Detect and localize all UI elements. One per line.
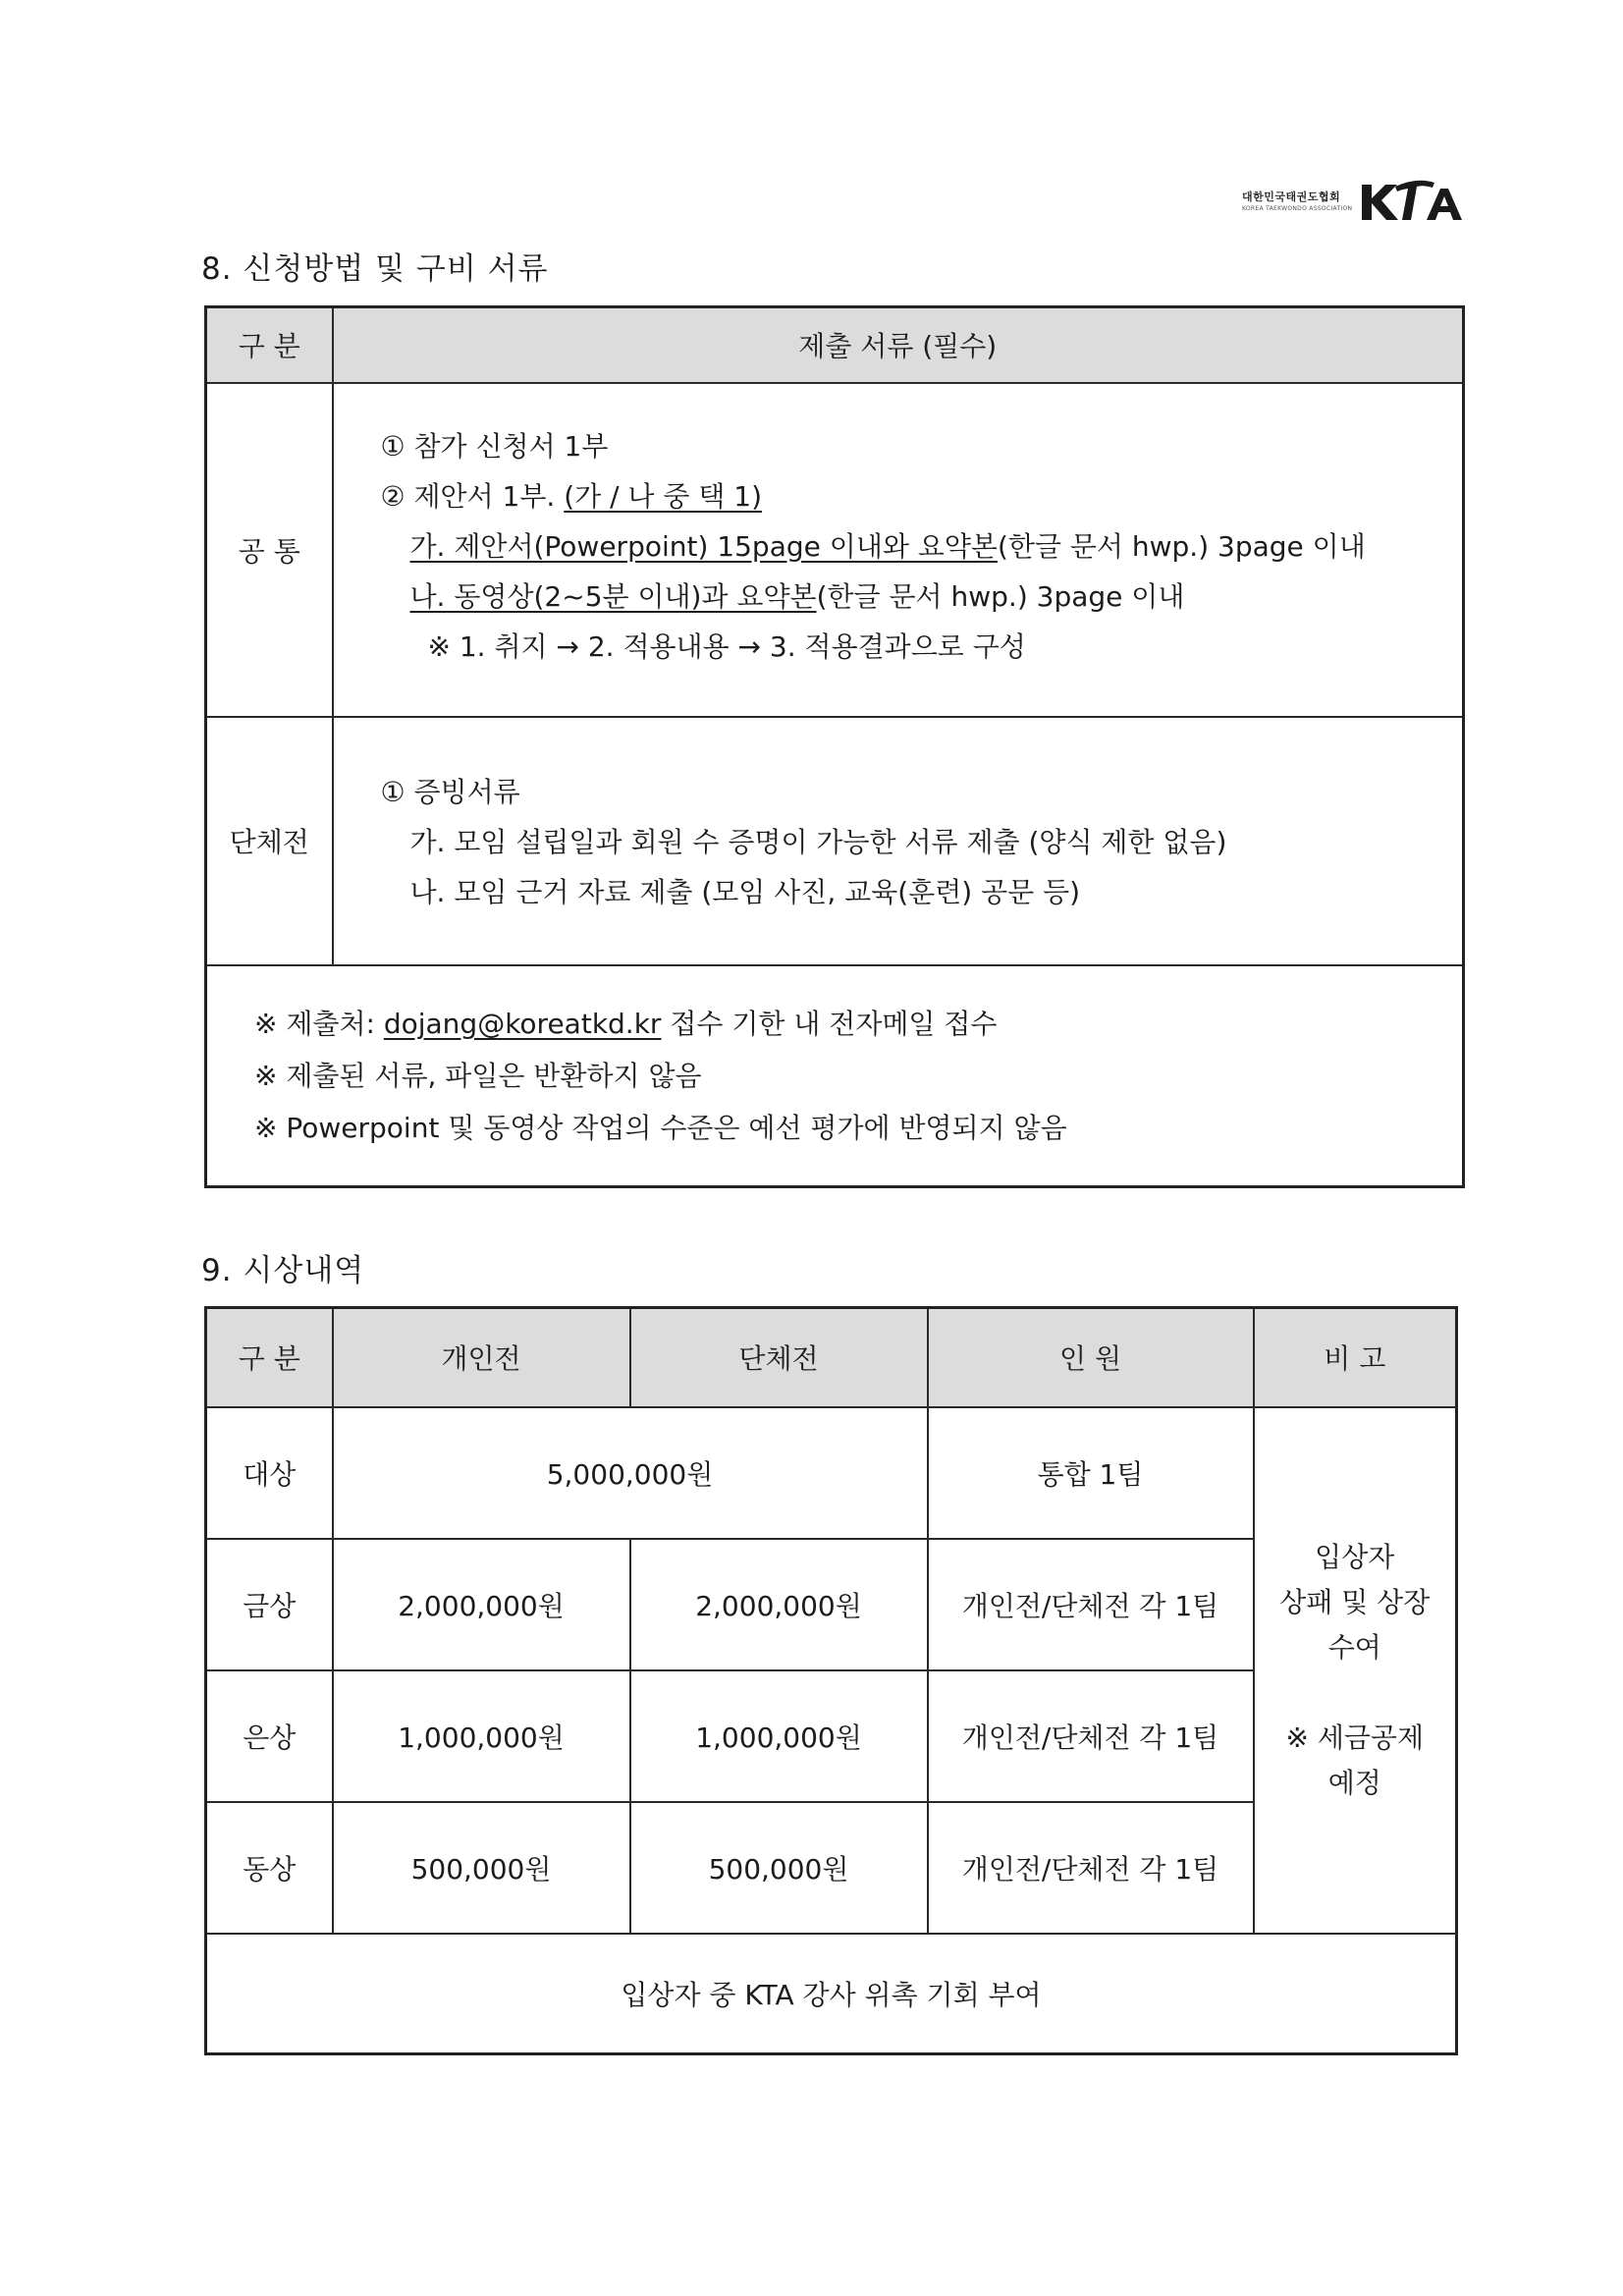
section-9-title: 9. 시상내역 — [201, 1253, 365, 1288]
award-count: 개인전/단체전 각 1팀 — [928, 1802, 1254, 1934]
award-row-grand — [206, 1407, 1457, 1539]
award-count: 개인전/단체전 각 1팀 — [928, 1539, 1254, 1670]
section-8-title: 8. 신청방법 및 구비 서류 — [201, 251, 549, 287]
award-amount-team: 1,000,000원 — [630, 1670, 928, 1802]
award-label: 금상 — [206, 1539, 333, 1670]
header-category: 구 분 — [206, 1308, 333, 1407]
list-item — [381, 521, 1463, 572]
submission-notes — [206, 965, 1464, 1187]
award-amount-individual: 1,000,000원 — [333, 1670, 630, 1802]
remark-line: 수여 — [1327, 1630, 1381, 1664]
award-amount-individual: 500,000원 — [333, 1802, 630, 1934]
proposal-text: ② 제안서 1부. — [380, 479, 565, 513]
header-count: 인 원 — [928, 1308, 1254, 1407]
logo-text — [1242, 189, 1360, 212]
award-label: 동상 — [206, 1802, 333, 1934]
award-label: 은상 — [206, 1670, 333, 1802]
header-category: 구 분 — [206, 307, 333, 383]
list-item — [381, 572, 1463, 622]
logo-english-name: KOREA TAEKWONDO ASSOCIATION — [1242, 205, 1353, 212]
table-row-notes — [206, 965, 1464, 1187]
table-row-common — [206, 383, 1464, 717]
award-count: 통합 1팀 — [928, 1407, 1254, 1539]
note-no-return: ※ 제출된 서류, 파일은 반환하지 않음 — [254, 1059, 702, 1092]
option-ga-suffix: (한글 문서 hwp.) 3page 이내 — [997, 529, 1366, 563]
choice-note: (가 / 나 중 택 1) — [564, 479, 763, 513]
option-ga: 가. 제안서(Powerpoint) 15page 이내와 요약본 — [409, 529, 998, 563]
option-na: 나. 동영상(2~5분 이내)과 요약본 — [409, 579, 817, 613]
list-item: ※ 1. 취지 → 2. 적용내용 → 3. 적용결과으로 구성 — [427, 629, 1026, 663]
common-documents — [333, 383, 1464, 717]
row-label-team: 단체전 — [206, 717, 333, 965]
awards-table — [204, 1306, 1458, 2055]
header-documents: 제출 서류 (필수) — [333, 307, 1464, 383]
kta-logo-mark-icon — [1358, 175, 1466, 226]
award-amount-team: 500,000원 — [630, 1802, 928, 1934]
option-na-suffix: (한글 문서 hwp.) 3page 이내 — [816, 579, 1185, 613]
list-item — [381, 471, 1463, 521]
submission-table — [204, 305, 1465, 1188]
list-item: ① 증빙서류 — [380, 775, 520, 808]
award-row-footer — [206, 1934, 1457, 2054]
kta-logo — [1242, 175, 1466, 226]
row-label-common: 공 통 — [206, 383, 333, 717]
email-link[interactable]: dojang@koreatkd.kr — [383, 1007, 662, 1040]
award-count: 개인전/단체전 각 1팀 — [928, 1670, 1254, 1802]
table-row-team — [206, 717, 1464, 965]
header-team: 단체전 — [630, 1308, 928, 1407]
awards-footer-note: 입상자 중 KTA 강사 위촉 기회 부여 — [206, 1934, 1457, 2054]
list-item: 나. 모임 근거 자료 제출 (모임 사진, 교육(훈련) 공문 등) — [409, 875, 1081, 908]
header-individual: 개인전 — [333, 1308, 630, 1407]
remark-line: ※ 세금공제 — [1285, 1721, 1425, 1754]
award-amount-individual: 2,000,000원 — [333, 1539, 630, 1670]
remark-line: 상패 및 상장 — [1279, 1585, 1431, 1618]
awards-table-header — [206, 1308, 1457, 1407]
award-remark — [1254, 1407, 1457, 1934]
note-submit-prefix: ※ 제출처: — [254, 1007, 384, 1040]
list-item: 가. 모임 설립일과 회원 수 증명이 가능한 서류 제출 (양식 제한 없음) — [409, 825, 1227, 858]
award-amount-combined: 5,000,000원 — [333, 1407, 928, 1539]
award-amount-team: 2,000,000원 — [630, 1539, 928, 1670]
award-label: 대상 — [206, 1407, 333, 1539]
team-documents — [333, 717, 1464, 965]
note-submit-suffix: 접수 기한 내 전자메일 접수 — [661, 1007, 998, 1040]
header-remark: 비 고 — [1254, 1308, 1457, 1407]
remark-line: 예정 — [1327, 1766, 1381, 1799]
logo-korean-name: 대한민국태권도협회 — [1242, 191, 1341, 203]
submission-table-header — [206, 307, 1464, 383]
note-quality: ※ Powerpoint 및 동영상 작업의 수준은 예선 평가에 반영되지 않음 — [254, 1111, 1067, 1144]
note-submit — [254, 998, 1462, 1050]
list-item: ① 참가 신청서 1부 — [380, 429, 609, 463]
remark-line: 입상자 — [1315, 1540, 1395, 1573]
